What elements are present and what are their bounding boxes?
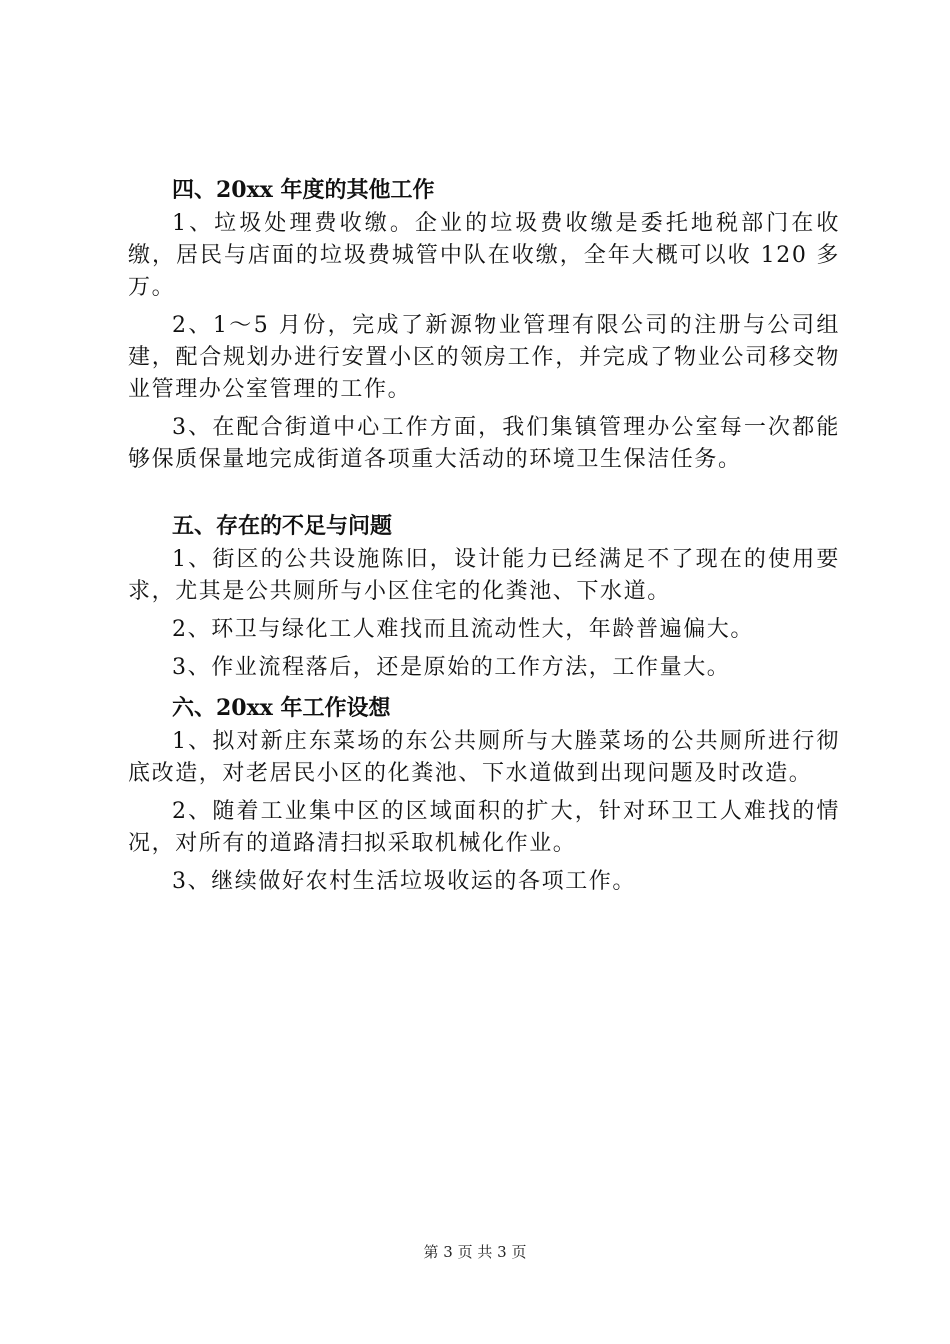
paragraph: 3、在配合街道中心工作方面，我们集镇管理办公室每一次都能够保质保量地完成街道各项重大活动的环境卫生保洁任务。 <box>128 415 840 472</box>
section-spacer <box>128 482 840 508</box>
section-heading-problems: 五、存在的不足与问题 <box>172 513 393 539</box>
paragraph: 3、继续做好农村生活垃圾收运的各项工作。 <box>172 869 636 894</box>
paragraph: 2、1～5 月份，完成了新源物业管理有限公司的注册与公司组建，配合规划办进行安置小区的领房工作，并完成了物业公司移交物业管理办公室管理的工作。 <box>128 313 840 402</box>
section-heading-plans: 六、20xx 年工作设想 <box>172 695 391 721</box>
section-heading-other-work: 四、20xx 年度的其他工作 <box>172 177 435 203</box>
paragraph: 1、拟对新庄东菜场的东公共厕所与大塍菜场的公共厕所进行彻底改造，对老居民小区的化粪池、下水道做到出现问题及时改造。 <box>128 729 840 786</box>
document-body <box>128 172 840 904</box>
paragraph: 2、环卫与绿化工人难找而且流动性大，年龄普遍偏大。 <box>172 617 754 642</box>
paragraph: 1、垃圾处理费收缴。企业的垃圾费收缴是委托地税部门在收缴，居民与店面的垃圾费城管中队在收缴，全年大概可以收 120 多万。 <box>128 211 840 300</box>
paragraph: 1、街区的公共设施陈旧，设计能力已经满足不了现在的使用要求，尤其是公共厕所与小区住宅的化粪池、下水道。 <box>128 547 840 604</box>
paragraph: 2、随着工业集中区的区域面积的扩大，针对环卫工人难找的情况，对所有的道路清扫拟采取机械化作业。 <box>128 799 840 856</box>
page-number-footer: 第 3 页 共 3 页 <box>423 1243 527 1261</box>
paragraph: 3、作业流程落后，还是原始的工作方法，工作量大。 <box>172 655 731 680</box>
